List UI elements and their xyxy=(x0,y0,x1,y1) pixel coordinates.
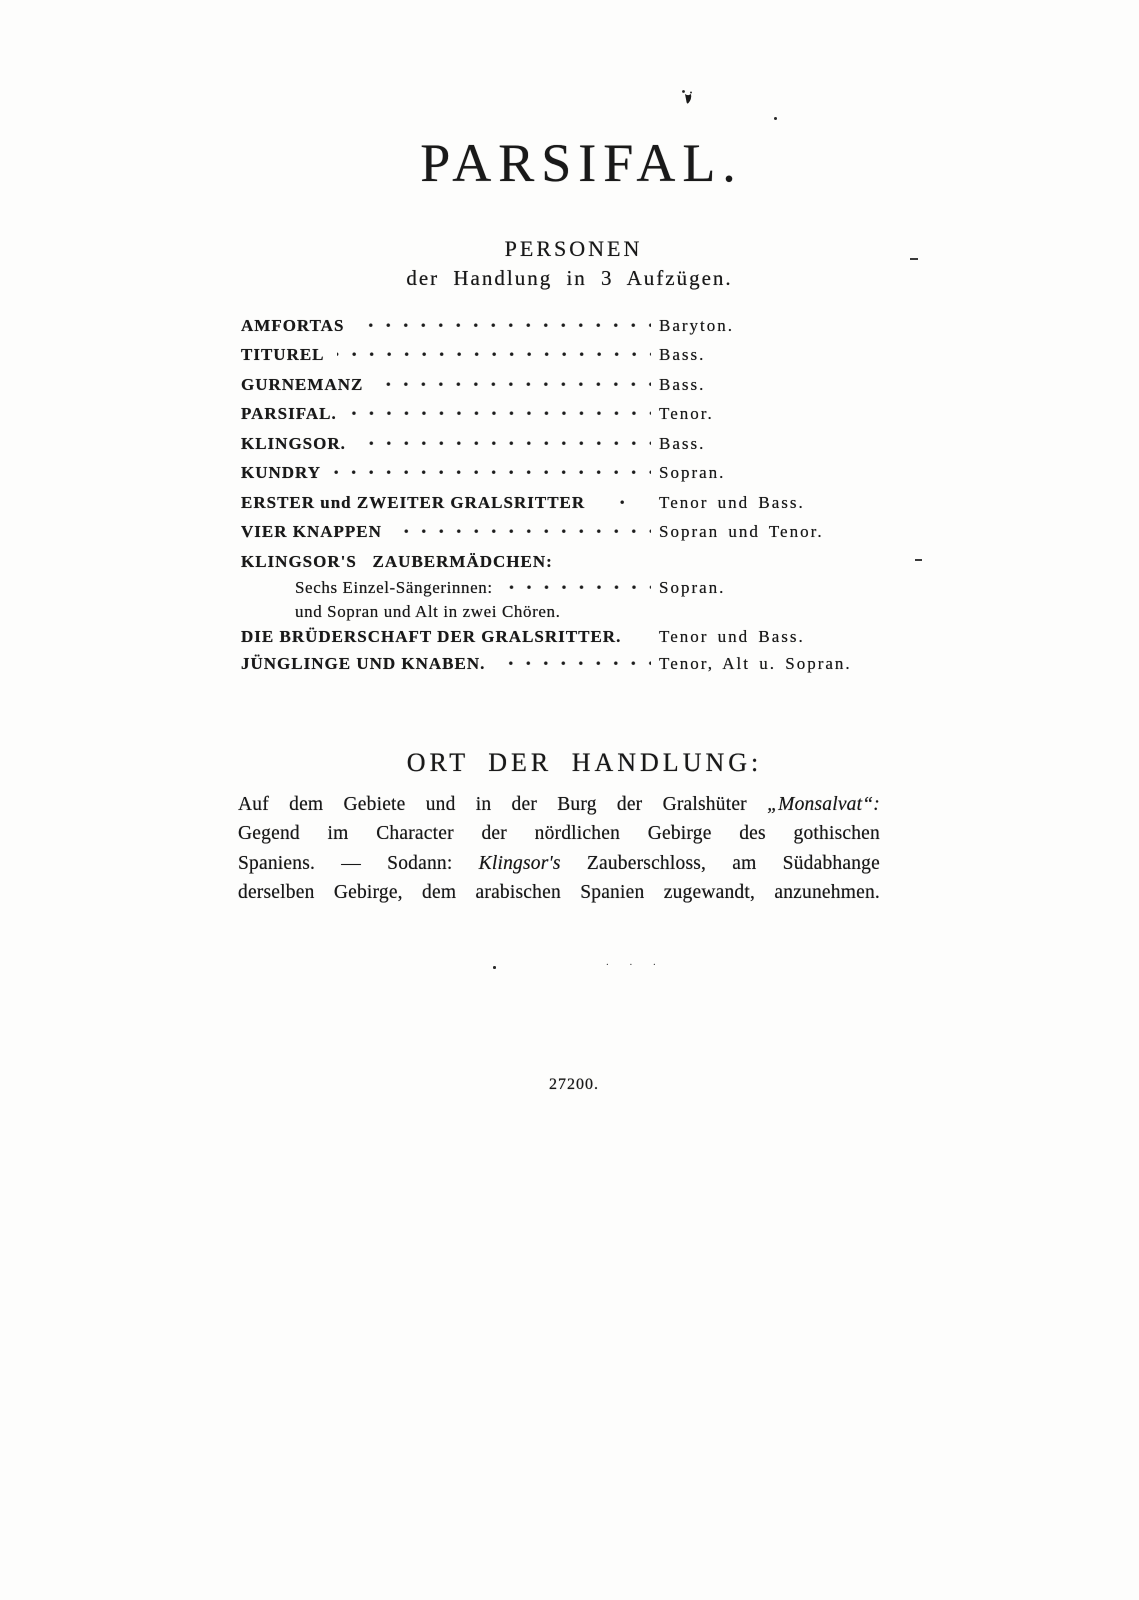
cast-name: GURNEMANZ xyxy=(241,374,364,394)
cast-row-juenglinge xyxy=(241,651,882,678)
cast-row-chor-note xyxy=(241,600,882,624)
cast-name: ERSTER und ZWEITER GRALSRITTER xyxy=(241,492,586,512)
cast-name: JÜNGLINGE UND KNABEN. xyxy=(241,654,486,673)
cast-name: KUNDRY xyxy=(241,463,322,483)
cast-voice: Baryton. xyxy=(659,315,735,335)
cast-voice: Tenor, Alt u. Sopran. xyxy=(659,654,852,673)
cast-name: und Sopran und Alt in zwei Chören. xyxy=(295,601,561,621)
personen-subheading: der Handlung in 3 Aufzügen. xyxy=(406,266,733,290)
empty-leader xyxy=(565,552,651,572)
cast-voice: Sopran und Tenor. xyxy=(659,522,824,542)
text-segment: derselben Gebirge, dem arabischen Spanien zugewandt, anzunehmen. xyxy=(238,882,880,904)
dotted-leader xyxy=(597,493,651,513)
cast-voice: Tenor. xyxy=(659,404,714,424)
ort-der-handlung-paragraph xyxy=(238,790,880,908)
text-segment: Gegend im Character der nördlichen Gebirge des gothischen xyxy=(238,823,880,845)
cast-row-parsifal xyxy=(241,400,882,430)
cast-voice: Sopran. xyxy=(659,578,726,598)
ink-dash xyxy=(915,559,922,561)
cast-row-gurnemanz xyxy=(241,370,882,400)
cast-voice: Tenor und Bass. xyxy=(659,492,805,512)
paragraph-line xyxy=(238,849,880,878)
cast-row-bruederschaft xyxy=(241,624,882,651)
cast-name: KLINGSOR. xyxy=(241,433,346,453)
ink-smudge-mark xyxy=(680,89,696,114)
cast-name: PARSIFAL. xyxy=(241,404,337,424)
paragraph-line xyxy=(238,819,880,848)
plate-number: 27200. xyxy=(549,1076,599,1093)
cast-voice: Tenor und Bass. xyxy=(659,627,805,646)
cast-row-zaubermaedchen xyxy=(241,547,882,577)
dotted-leader xyxy=(349,404,651,424)
cast-name: AMFORTAS xyxy=(241,315,345,335)
cast-voice: Bass. xyxy=(659,433,706,453)
dotted-leader xyxy=(356,316,651,336)
cast-name: TITUREL xyxy=(241,345,325,365)
cast-voice: Bass. xyxy=(659,374,706,394)
cast-row-klingsor xyxy=(241,429,882,459)
dotted-leader xyxy=(333,463,651,483)
cast-row-titurel xyxy=(241,341,882,371)
cast-voice: Sopran. xyxy=(659,463,726,483)
dotted-leader xyxy=(394,522,651,542)
text-segment: Spaniens. — Sodann: xyxy=(238,852,479,874)
cast-row-kundry xyxy=(241,459,882,489)
dotted-leader xyxy=(358,434,651,454)
dotted-leader xyxy=(497,654,651,674)
dotted-leader xyxy=(505,578,651,598)
cast-row-einzel-saengerinnen xyxy=(241,577,882,601)
empty-leader xyxy=(572,602,651,622)
dotted-leader xyxy=(337,345,651,365)
cast-name: VIER KNAPPEN xyxy=(241,522,382,542)
cast-row-amfortas xyxy=(241,311,882,341)
personen-heading: PERSONEN xyxy=(504,236,643,261)
cast-row-gralsritter xyxy=(241,488,882,518)
cast-row-knappen xyxy=(241,518,882,548)
text-segment: Auf dem Gebiete und in der Burg der Gralshüter xyxy=(238,794,768,815)
paragraph-line xyxy=(238,790,880,819)
ink-dot xyxy=(493,966,496,969)
italic-text-segment: Klingsor's xyxy=(478,852,561,874)
ink-triple-dots: . . . xyxy=(606,956,665,968)
empty-leader xyxy=(633,627,651,647)
cast-voice: Bass. xyxy=(659,345,706,365)
paragraph-line xyxy=(238,878,880,907)
cast-list xyxy=(241,311,882,678)
italic-text-segment: „Monsalvat“: xyxy=(767,794,880,815)
ort-der-handlung-heading: ORT DER HANDLUNG: xyxy=(406,748,763,777)
ink-dot xyxy=(774,117,777,120)
text-segment: Zauberschloss, am Südabhange xyxy=(560,852,880,874)
cast-name: DIE BRÜDERSCHAFT DER GRALSRITTER. xyxy=(241,627,622,646)
dotted-leader xyxy=(375,375,651,395)
cast-name: KLINGSOR'S ZAUBERMÄDCHEN: xyxy=(241,551,553,571)
cast-name: Sechs Einzel-Sängerinnen: xyxy=(295,578,493,598)
page-title: PARSIFAL. xyxy=(420,133,743,193)
